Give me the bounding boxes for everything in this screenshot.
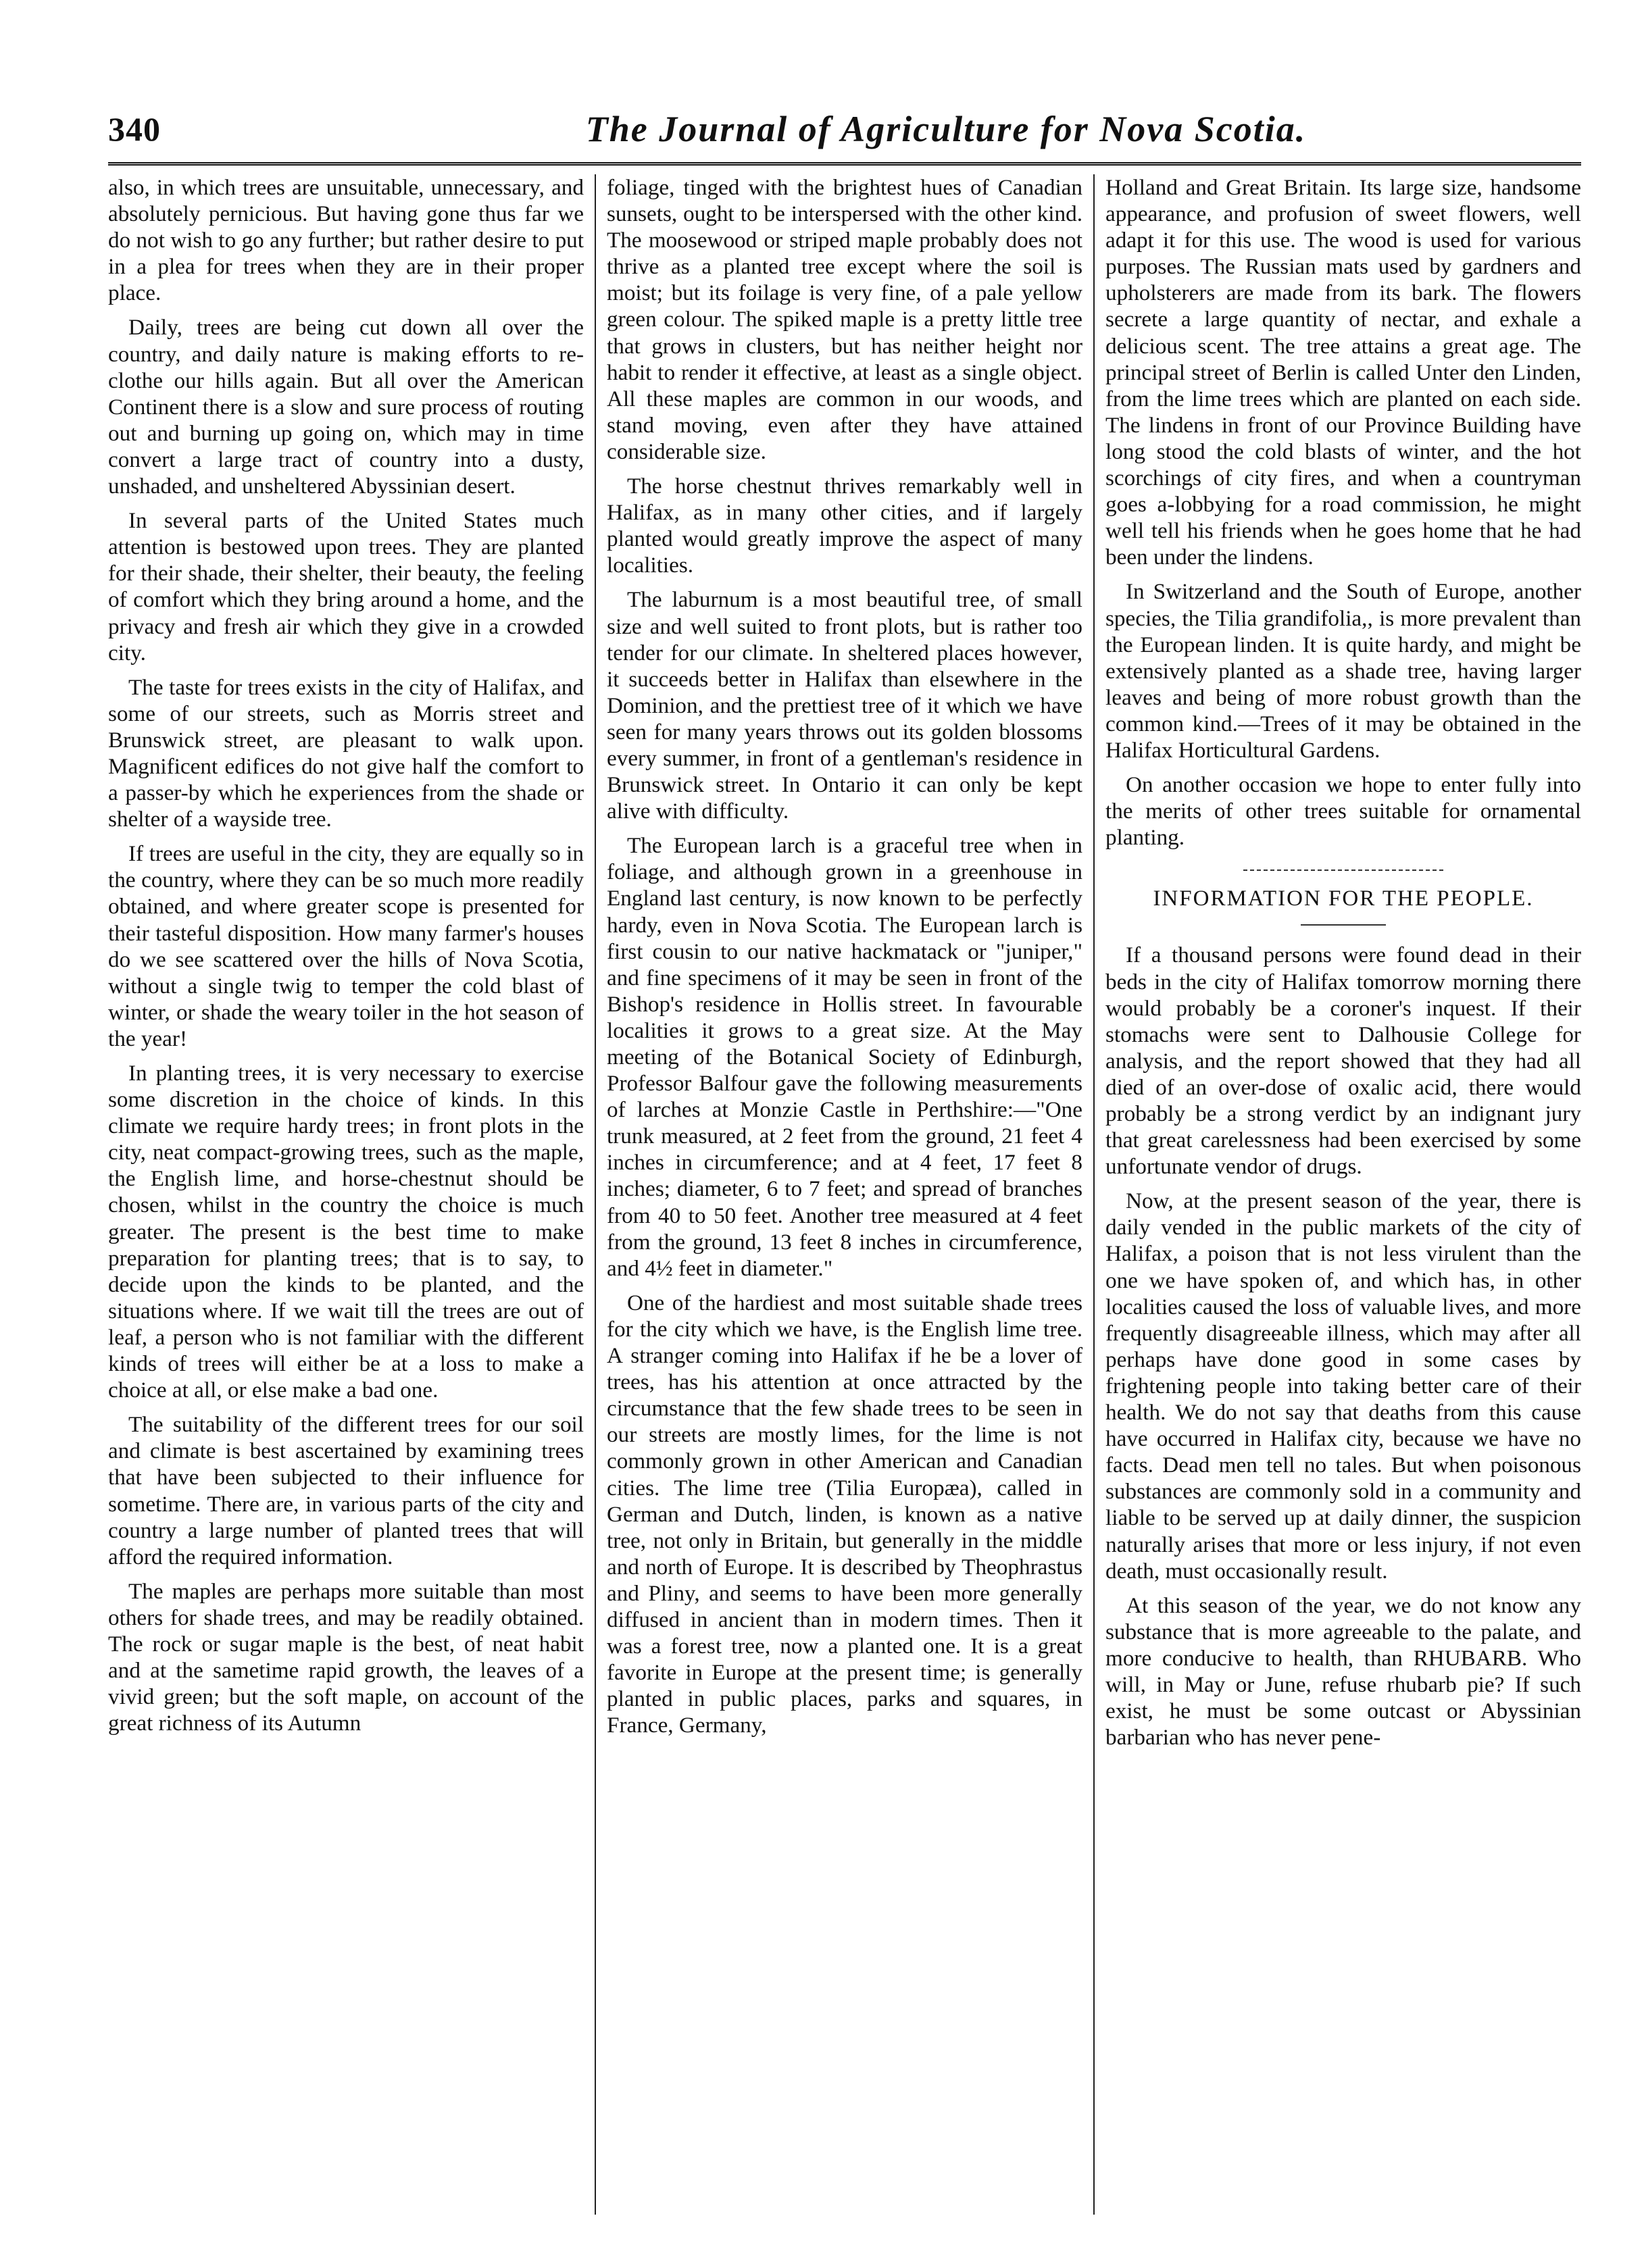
column-1 xyxy=(108,174,595,2215)
article-columns xyxy=(108,174,1581,2215)
paragraph: At this season of the year, we do not know any substance that is more agreeable to the palate, and more conducive to health, than RHUBARB. Who will, in May or June, refuse rhubarb pie? If such exist, he must be some outcast or Abyssinian barbarian who has never pene- xyxy=(1105,1592,1581,1750)
column-2 xyxy=(596,174,1093,2215)
paragraph: If a thousand persons were found dead in their beds in the city of Halifax tomorrow morning there would probably be a coroner's inquest. If their stomachs were sent to Dalhousie College for analysis, and the report showed that they had all died of an over-dose of oxalic acid, there would probably be a strong verdict by an indignant jury that great carelessness had been exercised by some unfortunate vendor of drugs. xyxy=(1105,942,1581,1180)
journal-page xyxy=(108,95,1581,2229)
paragraph: If trees are useful in the city, they are equally so in the country, where they can be so much more readily obtained, and where greater scope is presented for their tasteful disposition. How many farmer's houses do we see scattered over the hills of Nova Scotia, without a single twig to temper the cold blast of winter, or shade the weary toiler in the hot season of the year! xyxy=(108,841,584,1051)
paragraph: The European larch is a graceful tree when in foliage, and although grown in a greenhouse in England last century, is now known to be perfectly hardy, even in Nova Scotia. The European larch is first cousin to our native hackmatack or "juniper," and fine specimens of it may be seen in front of the Bishop's residence in Hollis street. In favourable localities it grows to a great size. At the May meeting of the Botanical Society of Edinburgh, Professor Balfour gave the following measurements of larches at Monzie Castle in Perthshire:—"One trunk measured, at 2 feet from the ground, 21 feet 4 inches in circumference; and at 4 feet, 17 feet 8 inches; diameter, 6 to 7 feet; and spread of branches from 40 to 50 feet. Another tree measured at 4 feet from the ground, 13 feet 8 inches in circumference, and 4½ feet in diameter." xyxy=(607,833,1082,1281)
paragraph: One of the hardiest and most suitable shade trees for the city which we have, is the English lime tree. A stranger coming into Halifax if he be a lover of trees, has his attention at once attracted by the circumstance that the few shade trees to be seen in our streets are mostly limes, for the lime is not commonly grown in other American and Canadian cities. The lime tree (Tilia Europæa), called in German and Dutch, linden, is known as a native tree, not only in Britain, but generally in the middle and north of Europe. It is described by Theophrastus and Pliny, and seems to have been more generally diffused in ancient than in modern times. Then it was a forest tree, now a planted one. It is a great favorite in Europe at the present time; is generally planted in public places, parks and squares, in France, Germany, xyxy=(607,1290,1082,1738)
paragraph: On another occasion we hope to enter fully into the merits of other trees suitable for ornamental planting. xyxy=(1105,772,1581,851)
paragraph: The suitability of the different trees for our soil and climate is best ascertained by examining trees that have been subjected to their influence for sometime. There are, in various parts of the city and country a large number of planted trees that will afford the required information. xyxy=(108,1412,584,1569)
paragraph: The laburnum is a most beautiful tree, of small size and well suited to front plots, but is rather too tender for our climate. In sheltered places however, it succeeds better in Halifax than elsewhere in the Dominion, and the prettiest tree of it which we have seen for many years throws out its golden blossoms every summer, in front of a gentleman's residence in Brunswick street. In Ontario it can only be kept alive with difficulty. xyxy=(607,587,1082,824)
paragraph: The taste for trees exists in the city of Halifax, and some of our streets, such as Morris street and Brunswick street, are pleasant to walk upon. Magnificent edifices do not give half the comfort to a passer-by which he experiences from the shade or shelter of a wayside tree. xyxy=(108,674,584,832)
paragraph: also, in which trees are unsuitable, unnecessary, and absolutely pernicious. But having gone thus far we do not wish to go any further; but rather desire to put in a plea for trees when they are in their proper place. xyxy=(108,175,584,306)
section-divider xyxy=(1243,870,1443,871)
section-heading: INFORMATION FOR THE PEOPLE. xyxy=(1153,886,1534,911)
column-3 xyxy=(1095,174,1581,2215)
header-rule xyxy=(108,162,1581,166)
paragraph: foliage, tinged with the brightest hues of Canadian sunsets, ought to be interspersed with the other kind. The moosewood or striped maple probably does not thrive as a planted tree except where the soil is moist; but its foilage is very fine, of a pale yellow green colour. The spiked maple is a pretty little tree that grows in clusters, but has neither height nor habit to render it effective, at least as a single object. All these maples are common in our woods, and stand moving, even after they have attained considerable size. xyxy=(607,175,1082,464)
paragraph: In planting trees, it is very necessary to exercise some discretion in the choice of kinds. In this climate we require hardy trees; in front plots in the city, neat compact-growing trees, such as the maple, the English lime, and horse-chestnut should be chosen, whilst in the country the choice is much greater. The present is the best time to make preparation for planting trees; that is to say, to decide upon the kinds to be planted, and the situations where. If we wait till the trees are out of leaf, a person who is not familiar with the different kinds of trees will either be at a loss to make a choice at all, or else make a bad one. xyxy=(108,1061,584,1403)
paragraph: The horse chestnut thrives remarkably well in Halifax, as in many other cities, and if largely planted would greatly improve the aspect of many localities. xyxy=(607,474,1082,578)
paragraph: In several parts of the United States much attention is bestowed upon trees. They are planted for their shade, their shelter, their beauty, the feeling of comfort which they bring around a home, and the privacy and fresh air which they give in a crowded city. xyxy=(108,508,584,665)
paragraph: In Switzerland and the South of Europe, another species, the Tilia grandifolia,, is more prevalent than the European linden. It is quite hardy, and might be extensively planted as a shade tree, having larger leaves and being of more robust growth than the common kind.—Trees of it may be obtained in the Halifax Horticultural Gardens. xyxy=(1105,579,1581,763)
paragraph: Daily, trees are being cut down all over the country, and daily nature is making efforts to re-clothe our hills again. But all over the American Continent there is a slow and sure process of routing out and burning up going on, which may in time convert a large tract of country into a dusty, unshaded, and unsheltered Abyssinian desert. xyxy=(108,315,584,499)
heading-rule xyxy=(1301,924,1387,926)
paragraph: The maples are perhaps more suitable than most others for shade trees, and may be readily obtained. The rock or sugar maple is the best, of neat habit and at the sametime rapid growth, the leaves of a vivid green; but the soft maple, on account of the great richness of its Autumn xyxy=(108,1578,584,1736)
page-number: 340 xyxy=(108,110,161,148)
page-header xyxy=(108,95,1581,169)
paragraph: Holland and Great Britain. Its large size, handsome appearance, and profusion of sweet flowers, well adapt it for this use. The wood is used for various purposes. The Russian mats used by gardners and upholsterers are made from its bark. The flowers secrete a large quantity of nectar, and exhale a delicious scent. The tree attains a great age. The principal street of Berlin is called Unter den Linden, from the lime trees which are planted on each side. The lindens in front of our Province Building have long stood the cold blasts of winter, and the hot scorchings of city fires, and when a countryman goes a-lobbying for a road commission, he might well tell his friends when he goes home that he had been under the lindens. xyxy=(1105,175,1581,570)
paragraph: Now, at the present season of the year, there is daily vended in the public markets of the city of Halifax, a poison that is not less virulent than the one we have spoken of, and which has, in other localities caused the loss of valuable lives, and more frequently disagreeable illness, which may after all perhaps have done good in some cases by frightening people into taking better care of their health. We do not say that deaths from this cause have occurred in Halifax city, because we have no facts. Dead men tell no tales. But when poisonous substances are commonly sold in a community and liable to be served up at daily dinner, the suspicion naturally arises that more or less injury, if not even death, must occasionally result. xyxy=(1105,1188,1581,1584)
running-title: The Journal of Agriculture for Nova Scotia. xyxy=(585,109,1307,149)
